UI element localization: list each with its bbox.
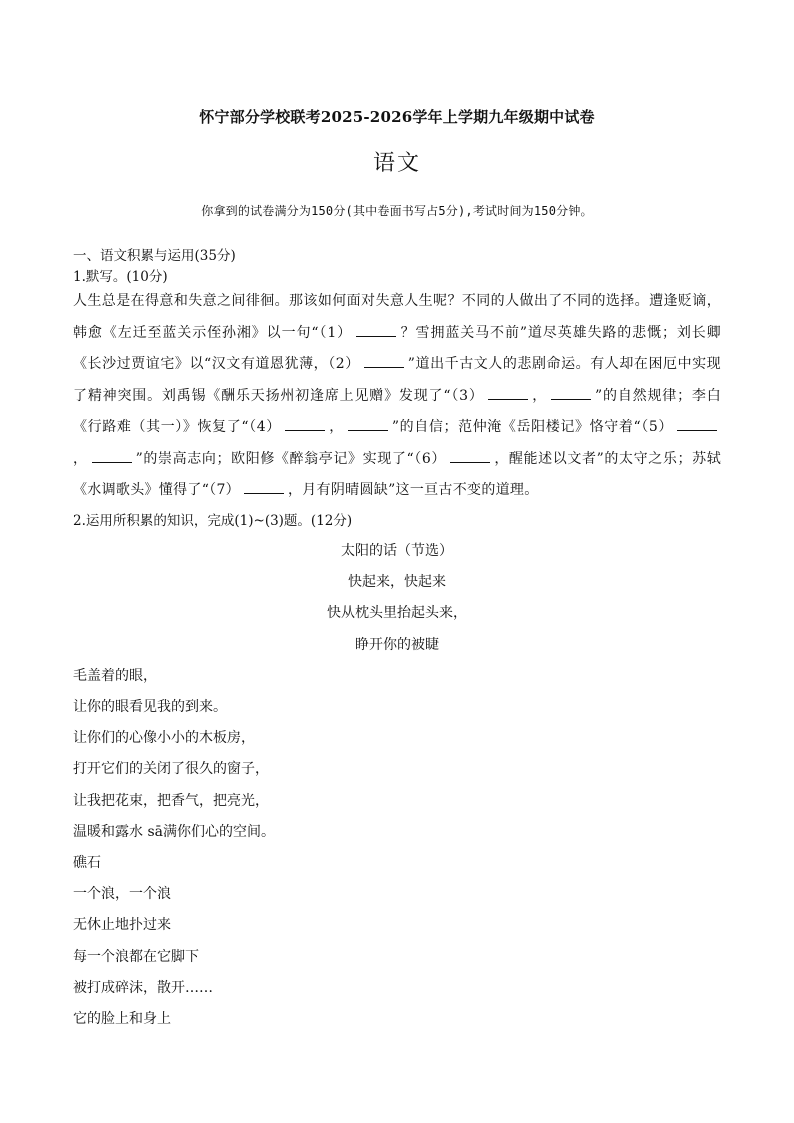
question-1-body bbox=[73, 286, 721, 507]
q1-text: ”道出千古文人的悲剧命运。有人却在困厄中实现了精神突围。刘禹锡《酬乐天扬州初逢席上见赠》发现了“（3） bbox=[73, 356, 721, 404]
section-heading: 一、语文积累与运用(35分) bbox=[73, 248, 236, 264]
question-1-heading: 1.默写。(10分) bbox=[73, 269, 168, 285]
poem-line: 温暖和露水 sā满你们心的空间。 bbox=[73, 824, 275, 840]
answer-blank-5a[interactable] bbox=[677, 420, 717, 431]
answer-blank-3b[interactable] bbox=[551, 389, 591, 400]
poem-line: 快起来，快起来 bbox=[348, 574, 446, 590]
q1-text: ”的崇高志向；欧阳修《醉翁亭记》实现了“（6） bbox=[135, 450, 446, 467]
answer-blank-3a[interactable] bbox=[488, 389, 528, 400]
poem-line: 让你的眼看见我的到来。 bbox=[73, 699, 227, 715]
q1-text: ？雪拥蓝关马不前”道尽英雄失路的悲慨；刘长卿《长沙过贾谊宅》以“汉文有道恩犹薄，（2） bbox=[73, 324, 721, 372]
answer-blank-5b[interactable] bbox=[92, 452, 132, 463]
q1-text: ，月有阴晴圆缺”这一亘古不变的道理。 bbox=[287, 482, 539, 498]
q1-text: ”的自信；范仲淹《岳阳楼记》恪守着“（5） bbox=[391, 419, 673, 435]
answer-blank-1[interactable] bbox=[356, 326, 396, 337]
question-2-heading: 2.运用所积累的知识，完成(1)~(3)题。(12分) bbox=[73, 513, 353, 529]
answer-blank-4b[interactable] bbox=[348, 420, 388, 431]
poem-line: 每一个浪都在它脚下 bbox=[73, 949, 199, 965]
q1-text: 人生总是在得意和失意之间徘徊。那该如何面对失意人生呢？不同的人做出了不同的选择。遭逢贬谪，韩愈《左迁至蓝关示侄孙湘》以一句“（1） bbox=[73, 293, 721, 341]
poem-line: 打开它们的关闭了很久的窗子， bbox=[73, 761, 269, 777]
poem-line: 让你们的心像小小的木板房， bbox=[73, 730, 255, 746]
q1-text: ， bbox=[73, 450, 88, 467]
exam-title: 怀宁部分学校联考2025-2026学年上学期九年级期中试卷 bbox=[199, 108, 595, 126]
q1-text: ， bbox=[328, 419, 344, 435]
answer-blank-2[interactable] bbox=[364, 357, 404, 368]
poem-line: 被打成碎沫，散开…… bbox=[73, 980, 213, 996]
poem-line: 毛盖着的眼， bbox=[73, 668, 157, 684]
poem-title: 太阳的话（节选） bbox=[341, 543, 453, 559]
subject-title: 语文 bbox=[372, 151, 421, 176]
poem-title: 礁石 bbox=[73, 855, 101, 871]
answer-blank-6[interactable] bbox=[450, 452, 490, 463]
answer-blank-4a[interactable] bbox=[285, 420, 325, 431]
poem-line: 睁开你的被睫 bbox=[355, 637, 439, 653]
poem-line: 快从枕头里抬起头来， bbox=[327, 605, 467, 621]
q1-text: ，醒能述以文者”的太守之乐；苏轼《水调歌头》懂得了“（7） bbox=[73, 450, 721, 498]
q1-text: ”的自然规律；李白《行路难（其一）》恢复了“（4） bbox=[73, 387, 722, 435]
poem-line: 让我把花束，把香气，把亮光， bbox=[73, 793, 269, 809]
q1-text: ， bbox=[531, 387, 548, 404]
poem-line: 无休止地扑过来 bbox=[73, 917, 171, 933]
exam-instructions: 你拿到的试卷满分为150分(其中卷面书写占5分),考试时间为150分钟。 bbox=[201, 204, 593, 218]
answer-blank-7[interactable] bbox=[244, 483, 284, 494]
poem-line: 它的脸上和身上 bbox=[73, 1011, 171, 1027]
poem-line: 一个浪，一个浪 bbox=[73, 886, 171, 902]
